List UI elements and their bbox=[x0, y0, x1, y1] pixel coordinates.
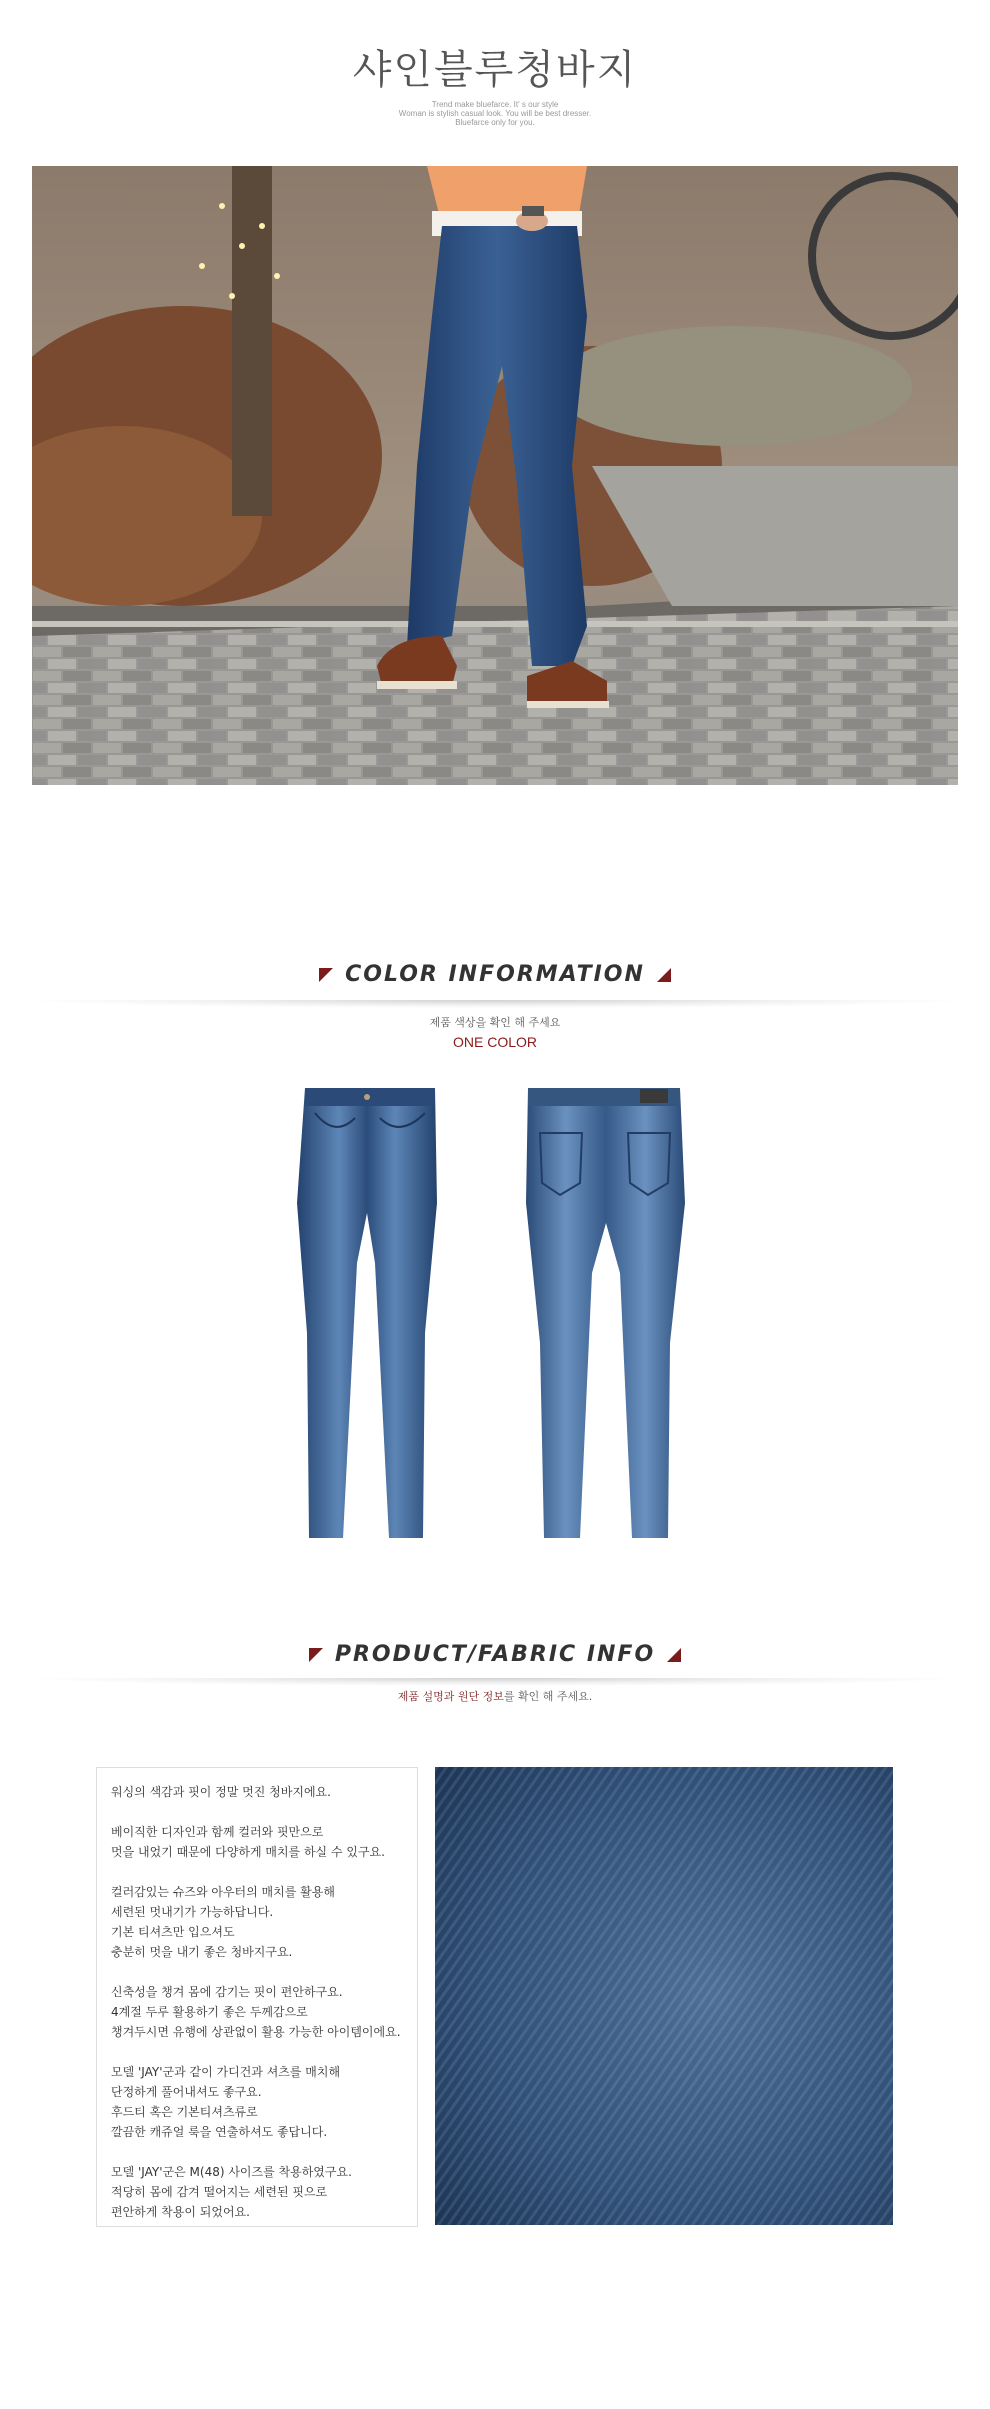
jeans-front-photo bbox=[285, 1083, 450, 1543]
tagline-line-1: Trend make bluefarce. It' s our style bbox=[431, 100, 559, 109]
color-name-label: ONE COLOR bbox=[452, 1034, 537, 1050]
product-description bbox=[96, 1767, 418, 2227]
color-info-heading bbox=[0, 962, 990, 987]
page-title: 샤인블루청바지 bbox=[352, 47, 638, 93]
product-info-note bbox=[0, 1688, 990, 1704]
section-divider bbox=[30, 1000, 960, 1008]
description-paragraph: 베이직한 디자인과 함께 컬러와 핏만으로 멋을 내었기 때문에 다양하게 매치를 하실 수 있구요. bbox=[111, 1825, 385, 1859]
heading-flag-right-icon bbox=[657, 968, 671, 982]
heading-flag-left-icon bbox=[309, 1648, 323, 1662]
description-paragraph: 컬러감있는 슈즈와 아우터의 매치를 활용해 세련된 멋내기가 가능하답니다. 기본 티셔츠만 입으셔도 충분히 멋을 내기 좋은 청바지구요. bbox=[111, 1885, 335, 1959]
product-info-note-accent: 제품 설명과 원단 정보 bbox=[397, 1690, 504, 1703]
section-divider bbox=[30, 1678, 960, 1686]
heading-flag-right-icon bbox=[667, 1648, 681, 1662]
hero-model-photo bbox=[32, 166, 958, 785]
product-info-note-rest: 를 확인 해 주세요. bbox=[503, 1690, 593, 1703]
description-paragraph: 워싱의 색감과 핏이 정말 멋진 청바지에요. bbox=[111, 1785, 331, 1799]
product-info-heading-text: PRODUCT/FABRIC INFO bbox=[334, 1642, 656, 1667]
tagline-line-3: Bluefarce only for you. bbox=[455, 118, 535, 127]
color-info-heading-text: COLOR INFORMATION bbox=[345, 962, 645, 987]
description-paragraph: 신축성을 챙겨 몸에 감기는 핏이 편안하구요. 4계절 두루 활용하기 좋은 두께감으로 챙겨두시면 유행에 상관없이 활용 가능한 아이템이에요. bbox=[111, 1985, 401, 2039]
color-info-note: 제품 색상을 확인 해 주세요 bbox=[429, 1016, 561, 1029]
fabric-closeup-photo bbox=[435, 1767, 893, 2225]
product-info-heading bbox=[0, 1642, 990, 1667]
jeans-back-photo bbox=[520, 1083, 690, 1543]
heading-flag-left-icon bbox=[319, 968, 333, 982]
tagline-line-2: Woman is stylish casual look. You will be best dresser. bbox=[398, 109, 592, 118]
description-paragraph: 모델 'JAY'군은 M(48) 사이즈를 착용하였구요. 적당히 몸에 감겨 떨어지는 세련된 핏으로 편안하게 착용이 되었어요. bbox=[111, 2165, 352, 2219]
description-paragraph: 모델 'JAY'군과 같이 가디건과 셔츠를 매치해 단정하게 풀어내셔도 좋구요. 후드티 혹은 기본티셔츠류로 깔끔한 캐쥬얼 룩을 연출하셔도 좋답니다. bbox=[111, 2065, 341, 2139]
